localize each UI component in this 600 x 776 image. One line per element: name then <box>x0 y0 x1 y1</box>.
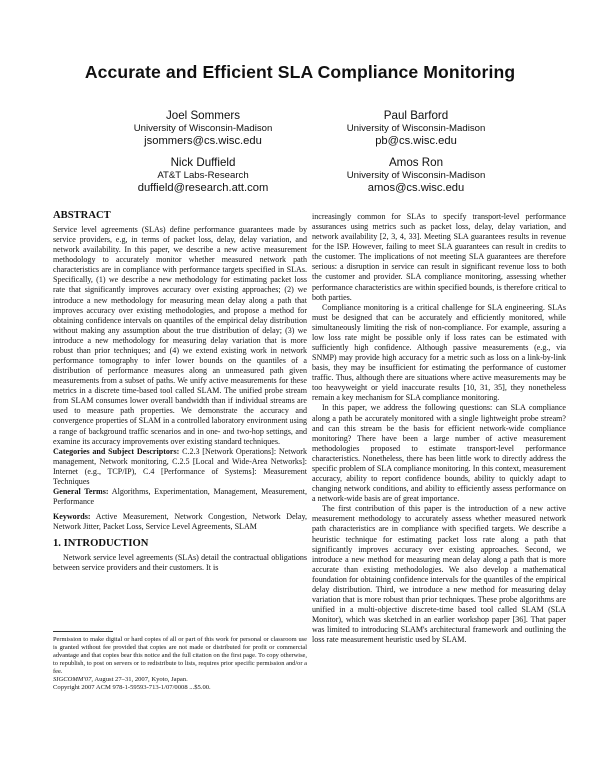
author-affiliation: University of Wisconsin-Madison <box>133 122 273 134</box>
author-block <box>93 157 313 195</box>
author-block <box>306 110 526 148</box>
author-block <box>93 110 313 148</box>
conference-line <box>53 676 307 684</box>
body-paragraph: increasingly common for SLAs to specify transport-level performance assurances using metrics such as packet loss, delay, delay variation, and network availability [2, 3, 4, 33]. Meeting SLA guarantees results in revenue for the ISP. However, failing to meet SLA guarantees can result in credits to the customer. The implications of not meeting SLA guarantees are therefore serious: a disruption in service can result in significant revenue loss to both the customer and provider. SLA compliance monitoring, assessing whether performance characteristics are within specified bounds, is therefore critical to both parties. <box>312 212 566 302</box>
right-column <box>312 212 566 645</box>
categories-label: Categories and Subject Descriptors: <box>53 446 180 456</box>
footnote-rule <box>53 631 113 632</box>
keywords-text: Active Measurement, Network Congestion, Network Delay, Network Jitter, Packet Loss, Service Level Agreements, SLAM <box>53 512 307 532</box>
categories <box>53 447 307 487</box>
author-affiliation: AT&T Labs-Research <box>157 169 249 181</box>
permission-text: Permission to make digital or hard copies of all or part of this work for personal or classroom use is granted without fee provided that copies are not made or distributed for profit or commercial advantage and that copies bear this notice and the full citation on the first page. To copy otherwise, to republish, to post on servers or to redistribute to lists, requires prior specific permission and/or a fee. <box>53 636 307 675</box>
author-email: pb@cs.wisc.edu <box>375 135 457 147</box>
keywords-label: Keywords: <box>53 512 91 522</box>
general-terms-text: Algorithms, Experimentation, Management, Measurement, Performance <box>53 487 307 507</box>
author-affiliation: University of Wisconsin-Madison <box>346 122 486 134</box>
categories-text: C.2.3 [Network Operations]: Network management, Network monitoring, C.2.5 [Local and Wide-Area Networks]: Internet (e.g., TCP/IP), C.4 [Performance of Systems]: Measurement Techniques <box>53 446 307 486</box>
abstract-text: Service level agreements (SLAs) define performance guarantees made by service providers, e.g, in terms of packet loss, delay, delay variation, and network availability. In this paper, we describe a new active measurement methodology to accurately monitor whether measured network path characteristics are in compliance with performance targets specified in SLAs. Specifically, (1) we describe a new methodology for estimating packet loss rate that significantly improves accuracy over existing approaches; (2) we introduce a new methodology for measuring mean delay along a path that improves accuracy over existing methodologies, and propose a method for obtaining confidence intervals on quantiles of the empirical delay distribution without making any assumption about the true distribution of delay; (3) we introduce a new methodology for measuring delay variation that is more robust than prior techniques; and (4) we extend existing work in network performance tomography to infer lower bounds on the quantiles of a distribution of performance measures along an unmeasured path given measurements from a subset of paths. We unify active measurements for these metrics in a discrete time-based tool called SLAM. The unified probe stream from SLAM consumes lower overall bandwidth than if individual streams are used to measure path properties. We demonstrate the accuracy and convergence properties of SLAM in a controlled laboratory environment using a range of background traffic scenarios and in one- and two-hop settings, and examine its accuracy improvements over existing standard techniques. <box>53 225 307 446</box>
abstract-heading: ABSTRACT <box>53 210 111 221</box>
intro-text: Network service level agreements (SLAs) detail the contractual obligations between service providers and their customers. It is <box>53 553 307 573</box>
author-block <box>306 157 526 195</box>
conference-name: SIGCOMM'07, <box>53 676 94 683</box>
body-paragraph: In this paper, we address the following questions: can SLA compliance along a path be accurately monitored with a single lightweight probe stream? and can this stream be the basis for efficient network-wide compliance monitoring? There have been a large number of active measurement methodologies proposed to estimate transport-level performance characteristics. Nonetheless, there has been little work to directly address the specific problem of SLA compliance monitoring. In this context, measurement accuracy, ability to report confidence bounds, ability to quickly adapt to changing network conditions, and ability to efficiently assess performance on a network-wide basis are of great importance. <box>312 403 566 504</box>
body-paragraph: Compliance monitoring is a critical challenge for SLA engineering. SLAs must be designed that can be accurately and efficiently monitored, while simultaneously limiting the risk of non-compliance. For example, assuring a low loss rate might be possible only if loss rates can be estimated with sufficiently high confidence. Although passive measurements (e.g., via SNMP) may provide high accuracy for a metric such as loss on a link-by-link basis, they may be insufficient for estimating the performance of customer traffic. Thus, although there are situations where active measurements may be too heavyweight or yield inaccurate results [10, 31, 35], they nonetheless remain a key mechanism for SLA compliance monitoring. <box>312 302 566 403</box>
paper-title: Accurate and Efficient SLA Compliance Monitoring <box>84 62 516 82</box>
keywords <box>53 512 307 532</box>
permission-block <box>53 636 307 692</box>
copyright-line: Copyright 2007 ACM 978-1-59593-713-1/07/0008 ...$5.00. <box>53 684 211 691</box>
author-name: Nick Duffield <box>170 156 236 169</box>
author-name: Joel Sommers <box>165 109 241 122</box>
author-name: Paul Barford <box>383 109 449 122</box>
author-affiliation: University of Wisconsin-Madison <box>346 169 486 181</box>
author-email: amos@cs.wisc.edu <box>367 182 465 194</box>
general-terms <box>53 487 307 507</box>
conference-details: August 27–31, 2007, Kyoto, Japan. <box>94 676 188 683</box>
left-column <box>53 210 307 574</box>
general-terms-label: General Terms: <box>53 487 109 497</box>
body-paragraph: The first contribution of this paper is the introduction of a new active measurement methodology to accurately assess whether measured network path characteristics are in compliance with specified targets. We describe a heuristic technique for estimating packet loss rate along a path that significantly improves accuracy over existing approaches. Second, we introduce a new method for measuring mean delay along a path that is more accurate than existing methodologies. We also develop a mathematical foundation for obtaining confidence intervals for the quantiles of the empirical delay distribution. Third, we introduce a new method for measuring delay variation that is more robust than prior techniques. These probe algorithms are unified in a multi-objective discrete-time based tool called SLAM (SLA Monitor), which was sketched in an earlier workshop paper [36]. That paper was limited to introducing SLAM's architectural framework and outlining the loss rate measurement heuristic used by SLAM. <box>312 504 566 645</box>
intro-heading: 1. INTRODUCTION <box>53 538 149 550</box>
author-email: jsommers@cs.wisc.edu <box>144 135 262 147</box>
author-email: duffield@research.att.com <box>137 182 269 194</box>
author-name: Amos Ron <box>388 156 444 169</box>
